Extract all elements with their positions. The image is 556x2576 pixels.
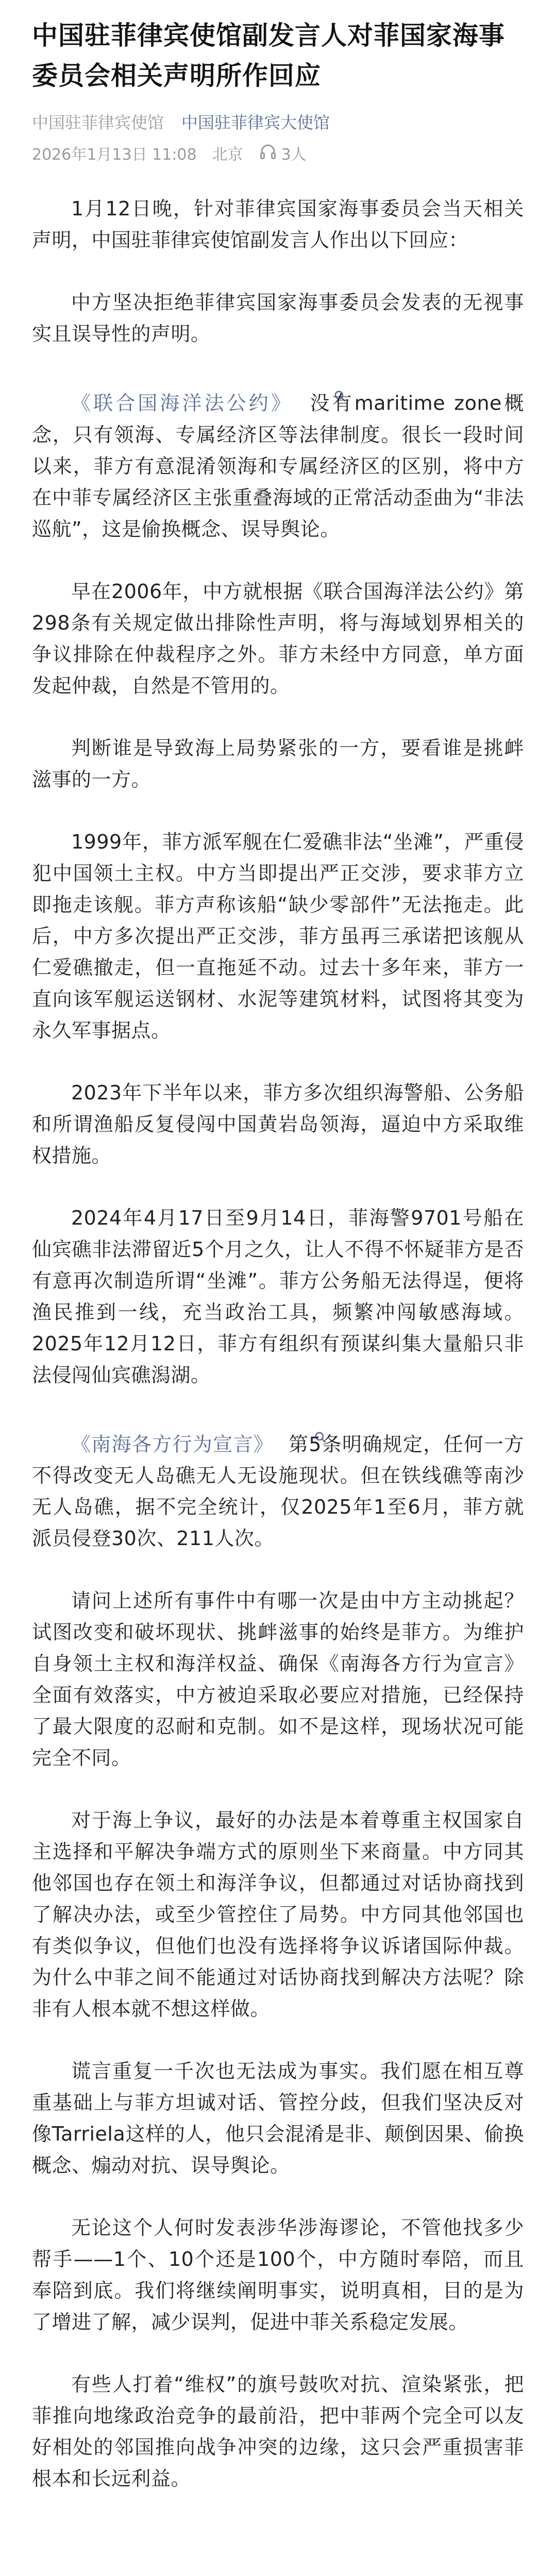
search-icon[interactable] (275, 1422, 288, 1435)
paragraph-8: 2024年4月17日至9月14日，菲海警9701号船在仙宾礁非法滞留近5个月之久，让人不得不怀疑菲方是否有意再次制造所谓“坐滩”。菲方公务船无法得逞，便将渔民推到一线，充当政治工具，频繁冲闯敏感海域。2025年12月12日，菲方有组织有预谋纠集大量船只非法侵闯仙宾礁潟湖。 (32, 1206, 524, 1386)
paragraph-2: 中方坚决拒绝菲律宾国家海事委员会发表的无视事实且误导性的声明。 (32, 291, 524, 345)
headphones-icon (259, 142, 277, 167)
paragraph-11: 对于海上争议，最好的办法是本着尊重主权国家自主选择和平解决争端方式的原则坐下来商量。中方同其他邻国也存在领土和海洋争议，但都通过对话协商找到了解决办法，或至少管控住了局势。中方同其他邻国也有类似争议，但他们也没有选择将争议诉诸国际仲裁。为什么中菲之间不能通过对话协商找到解决方法呢？除非有人根本就不想这样做。 (32, 1809, 524, 2021)
listen-count-button[interactable] (259, 142, 307, 167)
account-link[interactable]: 中国驻菲律宾大使馆 (181, 113, 330, 132)
paragraph-10: 请问上述所有事件中有哪一次是由中方主动挑起？试图改变和破坏现状、挑衅滋事的始终是菲方。为维护自身领土主权和海洋权益、确保《南海各方行为宣言》全面有效落实，中方被迫采取必要应对措施，已经保持了最大限度的忍耐和克制。如不是这样，现场状况可能完全不同。 (32, 1589, 524, 1770)
paragraph-14: 有些人打着“维权”的旗号鼓吹对抗、渲染紧张，把菲推向地缘政治竞争的最前沿，把中菲两个完全可以友好相处的邻国推向战争冲突的边缘，这只会严重损害菲根本和长远利益。 (32, 2373, 524, 2490)
paragraph-1: 1月12日晚，针对菲律宾国家海事委员会当天相关声明，中国驻菲律宾使馆副发言人作出以下回应： (32, 197, 524, 251)
paragraph-3-text: 没有maritime zone概念，只有领海、专属经济区等法律制度。很长一段时间以来，菲方有意混淆领海和专属经济区的区别，将中方在中菲专属经济区主张重叠海域的正常活动歪曲为“非法巡航”，这是偷换概念、误导舆论。 (32, 392, 524, 540)
article-meta (32, 142, 524, 167)
article-source-row (32, 111, 524, 134)
article-title: 中国驻菲律宾使馆副发言人对菲国家海事委员会相关声明所作回应 (32, 21, 505, 91)
doc-search-link[interactable]: 《南海各方行为宣言》 (71, 1433, 274, 1456)
paragraph-5: 判断谁是导致海上局势紧张的一方，要看谁是挑衅滋事的一方。 (32, 736, 524, 791)
paragraph-9-text: 第5条明确规定，任何一方不得改变无人岛礁无人无设施现状。但在铁线礁等南沙无人岛礁，据不完全统计，仅2025年1至6月，菲方就派员侵登30次、211人次。 (32, 1433, 524, 1550)
paragraph-4: 早在2006年，中方就根据《联合国海洋法公约》第298条有关规定做出排除性声明，将与海域划界相关的争议排除在仲裁程序之外。菲方未经中方同意，单方面发起仲裁，自然是不管用的。 (32, 580, 524, 697)
search-icon[interactable] (294, 381, 308, 394)
publish-location: 北京 (212, 145, 243, 164)
paragraph-12: 谎言重复一千次也无法成为事实。我们愿在相互尊重基础上与菲方坦诚对话、管控分歧，但我们坚决反对像Tarriela这样的人，他只会混淆是非、颠倒因果、偷换概念、煽动对抗、误导舆论。 (32, 2060, 524, 2177)
paragraph-7: 2023年下半年以来，菲方多次组织海警船、公务船和所谓渔船反复侵闯中国黄岩岛领海，逼迫中方采取维权措施。 (32, 1081, 524, 1167)
publish-date: 2026年1月13日 11:08 (32, 145, 197, 164)
unclos-search-link[interactable]: 《联合国海洋法公约》 (71, 392, 293, 415)
paragraph-13: 无论这个人何时发表涉华涉海谬论，不管他找多少帮手——1个、10个还是100个，中方随时奉陪，而且奉陪到底。我们将继续阐明事实，说明真相，目的是为了增进了解，减少误判，促进中菲关系稳定发展。 (32, 2216, 524, 2334)
paragraph-9 (32, 1422, 524, 1555)
paragraph-6: 1999年，菲方派军舰在仁爱礁非法“坐滩”，严重侵犯中国领土主权。中方当即提出严正交涉，要求菲方立即拖走该舰。菲方声称该船“缺少零部件”无法拖走。此后，中方多次提出严正交涉，菲方虽再三承诺把该舰从仁爱礁撤走，但一直拖延不动。过去十多年来，菲方一直向该军舰运送钢材、水泥等建筑材料，试图将其变为永久军事据点。 (32, 830, 524, 1042)
source-name[interactable]: 中国驻菲律宾使馆 (32, 113, 164, 132)
listen-count: 3人 (281, 145, 307, 164)
paragraph-3 (32, 381, 524, 545)
